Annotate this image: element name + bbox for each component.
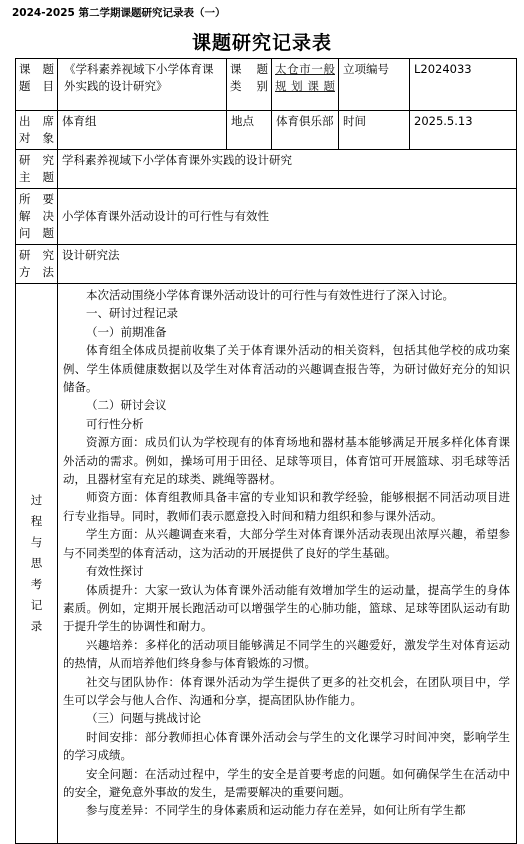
section-heading: 一、研讨过程记录: [86, 306, 178, 321]
location-label: 地点: [227, 111, 272, 150]
record-table: [15, 58, 517, 844]
record-row: [16, 284, 517, 844]
problem-value: 小学体育课外活动设计的可行性与有效性: [58, 189, 517, 245]
side-char: 录: [30, 619, 43, 633]
side-char: 考: [30, 577, 43, 591]
record-paragraph: 社交与团队协作：体育课外活动为学生提供了更多的社交机会，在团队项目中，学生可以学会与他人合作、沟通和分享，提高团队协作能力。: [63, 674, 510, 707]
theme-row: [16, 150, 517, 189]
attendee-row: [16, 111, 517, 150]
topic-heading: 有效性探讨: [86, 564, 144, 579]
category-label: 课 题 类别: [227, 59, 272, 111]
problem-label: 所 要 解 决 问题: [16, 189, 58, 245]
topic-value: 《学科素养视域下小学体育课外实践的设计研究》: [58, 59, 227, 111]
method-value: 设计研究法: [58, 245, 517, 284]
time-value: 2025.5.13: [410, 111, 517, 150]
record-side-label: [16, 284, 58, 844]
side-char: 过: [30, 493, 43, 507]
record-paragraph: 体质提升：大家一致认为体育课外活动能有效增加学生的运动量，提高学生的身体素质。例如，定期开展长跑活动可以增强学生的心肺功能，篮球、足球等团队运动有助于提升学生的协调性和耐力。: [63, 582, 510, 634]
subsection-heading: （二）研讨会议: [86, 398, 167, 413]
side-char: 程: [30, 514, 43, 528]
record-content: [58, 284, 517, 844]
category-value: 太仓市一般规划课题: [275, 62, 335, 93]
document-header: 2024-2025 第二学期课题研究记录表（一）: [12, 7, 226, 19]
topic-label: 课 题 题目: [16, 59, 58, 111]
project-id-value: L2024033: [410, 59, 517, 111]
record-paragraph: 资源方面：成员们认为学校现有的体育场地和器材基本能够满足开展多样化体育课外活动的需求。例如，操场可用于田径、足球等项目，体育馆可开展篮球、羽毛球等活动，且器材室有充足的球类、跳绳等器材。: [63, 435, 510, 487]
method-label: 研 究 方法: [16, 245, 58, 284]
theme-label: 研 究 主题: [16, 150, 58, 189]
subsection-heading: （三）问题与挑战讨论: [86, 711, 201, 726]
side-char: 记: [30, 598, 43, 612]
attendee-value: 体育组: [58, 111, 227, 150]
project-id-label: 立项编号: [339, 59, 410, 111]
time-label: 时间: [339, 111, 410, 150]
problem-row: [16, 189, 517, 245]
side-char: 与: [30, 535, 43, 549]
subsection-heading: （一）前期准备: [86, 324, 167, 339]
topic-heading: 可行性分析: [86, 416, 144, 431]
record-paragraph: 参与度差异：不同学生的身体素质和运动能力存在差异，如何让所有学生都: [86, 803, 466, 818]
method-row: [16, 245, 517, 284]
record-paragraph: 兴趣培养：多样化的活动项目能够满足不同学生的兴趣爱好，激发学生对体育运动的热情，从而培养他们终身参与体育锻炼的习惯。: [63, 637, 510, 671]
theme-value: 学科素养视域下小学体育课外实践的设计研究: [58, 150, 517, 189]
attendee-label: 出 席 对象: [16, 111, 58, 150]
record-paragraph: 师资方面：体育组教师具备丰富的专业知识和教学经验，能够根据不同活动项目进行专业指导。同时，教师们表示愿意投入时间和精力组织和参与课外活动。: [63, 490, 510, 523]
record-paragraph: 体育组全体成员提前收集了关于体育课外活动的相关资料，包括其他学校的成功案例、学生体质健康数据以及学生对体育活动的兴趣调查报告等，为研讨做好充分的知识储备。: [63, 343, 510, 395]
record-paragraph: 时间安排：部分教师担心体育课外活动会与学生的文化课学习时间冲突，影响学生的学习成绩。: [63, 729, 510, 763]
record-paragraph: 安全问题：在活动过程中，学生的安全是首要考虑的问题。如何确保学生在活动中的安全，避免意外事故的发生，是需要解决的重要问题。: [63, 766, 510, 799]
record-paragraph: 学生方面：从兴趣调查来看，大部分学生对体育课外活动表现出浓厚兴趣，希望参与不同类型的体育活动，这为活动的开展提供了良好的学生基础。: [63, 527, 510, 560]
location-value: 体育俱乐部: [272, 111, 339, 150]
record-paragraph: 本次活动围绕小学体育课外活动设计的可行性与有效性进行了深入讨论。: [86, 288, 454, 302]
side-char: 思: [30, 556, 43, 570]
page-title: 课题研究记录表: [191, 32, 332, 54]
topic-row: [16, 59, 517, 111]
